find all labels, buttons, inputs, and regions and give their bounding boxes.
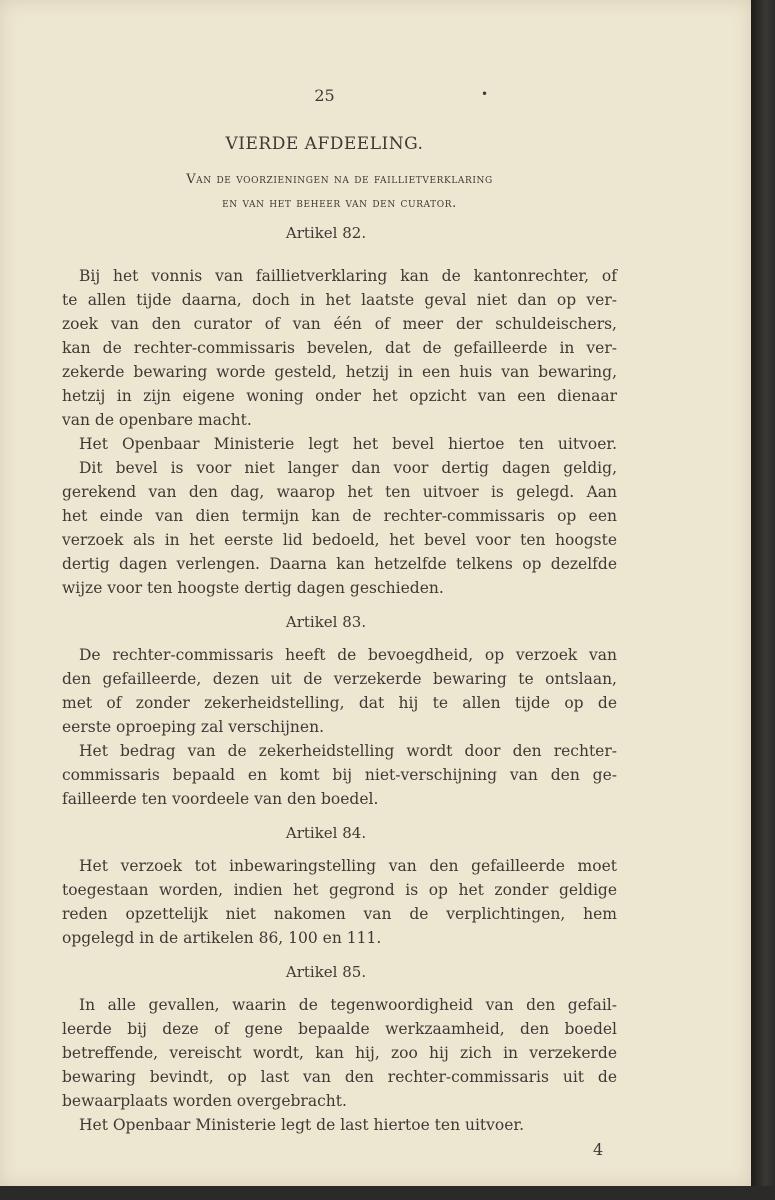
article-83-heading: Artikel 83. (285, 613, 367, 631)
article-83-line: eerste oproeping zal verschijnen. (62, 718, 324, 736)
article-82-line: wijze voor ten hoogste dertig dagen geschieden. (62, 579, 444, 597)
article-83-line: met of zonder zekerheidstelling, dat hij te allen tijde op de (62, 694, 617, 712)
article-82-line: gerekend van den dag, waarop het ten uitvoer is gelegd. Aan (62, 483, 617, 501)
article-84-heading: Artikel 84. (285, 824, 367, 842)
article-82-line: hetzij in zijn eigene woning onder het opzicht van een dienaar (62, 387, 617, 405)
article-84-line: opgelegd in de artikelen 86, 100 en 111. (62, 929, 382, 947)
article-82-line: te allen tijde daarna, doch in het laatste geval niet dan op ver- (62, 291, 617, 309)
page-dot-mark: • (481, 87, 489, 101)
article-82-line: van de openbare macht. (62, 411, 252, 429)
article-85-line: Het Openbaar Ministerie legt de last hiertoe ten uitvoer. (79, 1116, 525, 1134)
article-83-line: commissaris bepaald en komt bij niet-verschijning van den ge- (62, 766, 617, 784)
article-85-heading: Artikel 85. (285, 963, 367, 981)
printer-signature-mark: 4 (593, 1140, 604, 1159)
article-82-line: zoek van den curator of van één of meer der schuldeischers, (62, 315, 617, 333)
article-85-line: bewaring bevindt, op last van den rechter-commissaris uit de (62, 1068, 617, 1086)
article-83-line: den gefailleerde, dezen uit de verzekerde bewaring te ontslaan, (62, 670, 617, 688)
article-82-line: dertig dagen verlengen. Daarna kan hetzelfde telkens op dezelfde (62, 555, 617, 573)
article-82-line: Bij het vonnis van faillietverklaring kan de kantonrechter, of (79, 267, 617, 285)
article-84-line: reden opzettelijk niet nakomen van de verplichtingen, hem (62, 905, 617, 923)
chapter-title-line-1: Van de voorzieningen na de faillietverklaring (186, 172, 493, 187)
article-82-heading: Artikel 82. (285, 224, 367, 242)
article-85-line: In alle gevallen, waarin de tegenwoordigheid van den gefail- (79, 996, 617, 1014)
article-85-line: bewaarplaats worden overgebracht. (62, 1092, 347, 1110)
article-82-line: Dit bevel is voor niet langer dan voor dertig dagen geldig, (79, 459, 617, 477)
scan-bottom-edge (0, 1186, 775, 1200)
article-82-line: het einde van dien termijn kan de rechter-commissaris op een (62, 507, 617, 525)
chapter-title-line-2: en van het beheer van den curator. (222, 196, 457, 211)
article-82-line: Het Openbaar Ministerie legt het bevel hiertoe ten uitvoer. (79, 435, 617, 453)
article-83-line: failleerde ten voordeele van den boedel. (62, 790, 379, 808)
article-84-line: toegestaan worden, indien het gegrond is op het zonder geldige (62, 881, 617, 899)
article-83-line: Het bedrag van de zekerheidstelling wordt door den rechter- (79, 742, 617, 760)
article-85-line: betreffende, vereischt wordt, kan hij, zoo hij zich in verzekerde (62, 1044, 617, 1062)
article-84-line: Het verzoek tot inbewaringstelling van den gefailleerde moet (79, 857, 617, 875)
article-85-line: leerde bij deze of gene bepaalde werkzaamheid, den boedel (62, 1020, 617, 1038)
article-83-line: De rechter-commissaris heeft de bevoegdheid, op verzoek van (79, 646, 617, 664)
article-82-line: kan de rechter-commissaris bevelen, dat de gefailleerde in ver- (62, 339, 617, 357)
article-82-line: zekerde bewaring worde gesteld, hetzij in een huis van bewaring, (62, 363, 617, 381)
article-82-line: verzoek als in het eerste lid bedoeld, het bevel voor ten hoogste (62, 531, 617, 549)
page-number: 25 (314, 86, 335, 105)
section-title: VIERDE AFDEELING. (225, 134, 424, 154)
scan-edge (751, 0, 775, 1200)
